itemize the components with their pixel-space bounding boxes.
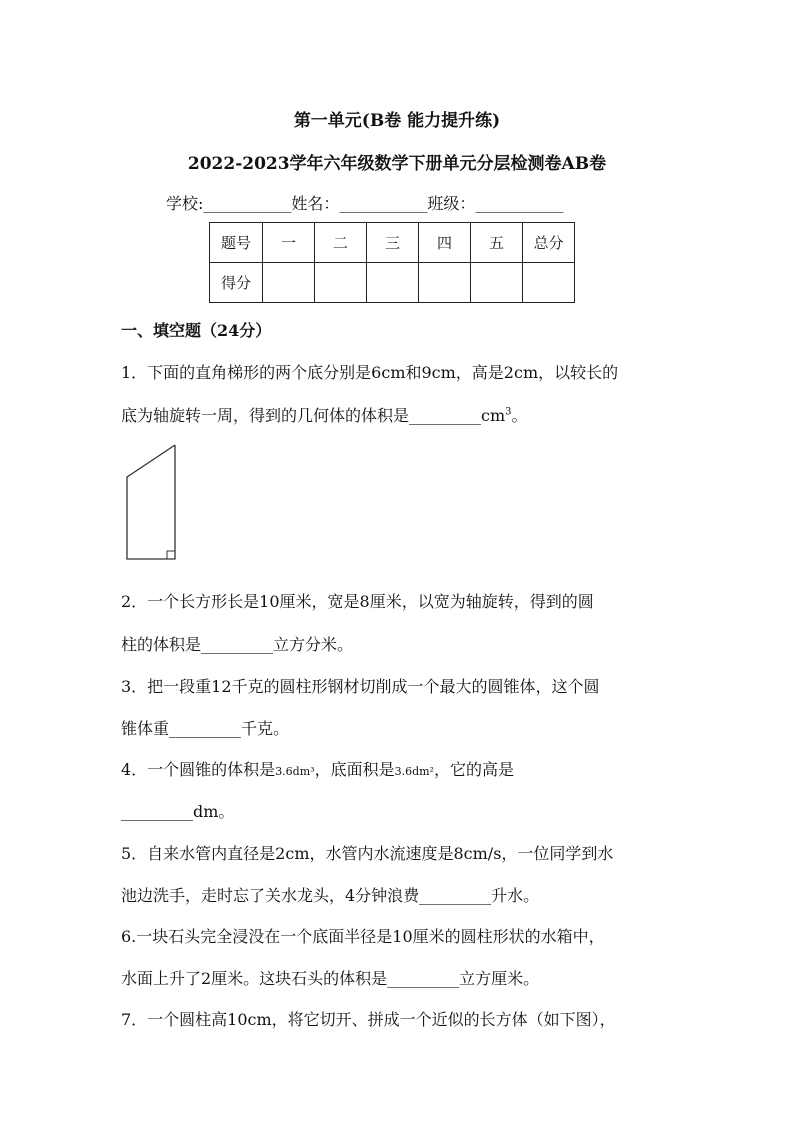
score-header-cell: 一 <box>263 223 315 263</box>
question-4-base-area: 3.6dm² <box>394 765 434 778</box>
question-4-volume: 3.6dm³ <box>275 765 315 778</box>
section-title: 一、填空题（24分） <box>121 321 272 340</box>
question-5-line-2: 池边洗手，走时忘了关水龙头，4分钟浪费_________升水。 <box>121 886 540 905</box>
score-header-cell: 三 <box>367 223 419 263</box>
score-row-label: 得分 <box>210 263 263 303</box>
score-cell <box>315 263 367 303</box>
trapezoid-outline <box>127 445 175 559</box>
question-2-line-2: 柱的体积是_________立方分米。 <box>121 635 354 654</box>
page-subtitle: 2022-2023学年六年级数学下册单元分层检测卷AB卷 <box>187 154 607 174</box>
question-5-line-1: 5．自来水管内直径是2cm，水管内水流速度是8cm/s，一位同学到水 <box>121 844 614 863</box>
question-1-text: 底为轴旋转一周，得到的几何体的体积是_________cm <box>121 406 506 425</box>
right-trapezoid-figure <box>122 442 182 562</box>
question-4-line-2: _________dm。 <box>121 802 235 821</box>
score-cell <box>263 263 315 303</box>
score-cell <box>523 263 575 303</box>
question-7-line-1: 7．一个圆柱高10cm，将它切开、拼成一个近似的长方体（如下图）， <box>121 1010 616 1029</box>
cubic-superscript: 3 <box>505 406 512 418</box>
page-title: 第一单元(B卷 能力提升练) <box>293 111 501 131</box>
student-info-line: 学校:___________姓名：___________班级：___________ <box>166 194 564 213</box>
question-1-line-2 <box>121 403 528 426</box>
question-4-line-1 <box>121 757 514 780</box>
right-angle-marker <box>167 551 175 559</box>
score-header-cell: 四 <box>419 223 471 263</box>
score-table-score-row <box>210 263 575 303</box>
score-cell <box>419 263 471 303</box>
question-3-line-2: 锥体重_________千克。 <box>121 719 290 738</box>
score-table <box>209 222 575 303</box>
question-1-end: 。 <box>511 406 528 425</box>
question-4-text-b: ，底面积是 <box>314 760 395 779</box>
score-header-cell: 题号 <box>210 223 263 263</box>
score-header-cell: 总分 <box>523 223 575 263</box>
question-1-line-1: 1．下面的直角梯形的两个底分别是6cm和9cm，高是2cm，以较长的 <box>121 363 619 382</box>
question-6-line-2: 水面上升了2厘米。这块石头的体积是_________立方厘米。 <box>121 969 540 988</box>
score-table-header-row <box>210 223 575 263</box>
score-cell <box>471 263 523 303</box>
question-3-line-1: 3．把一段重12千克的圆柱形钢材切削成一个最大的圆锥体，这个圆 <box>121 677 600 696</box>
score-header-cell: 五 <box>471 223 523 263</box>
score-cell <box>367 263 419 303</box>
score-header-cell: 二 <box>315 223 367 263</box>
question-2-line-1: 2．一个长方形长是10厘米，宽是8厘米，以宽为轴旋转，得到的圆 <box>121 592 594 611</box>
question-4-text-a: 4．一个圆锥的体积是 <box>121 760 276 779</box>
question-4-text-c: ，它的高是 <box>433 760 514 779</box>
question-6-line-1: 6.一块石头完全浸没在一个底面半径是10厘米的圆柱形状的水箱中， <box>121 927 605 946</box>
